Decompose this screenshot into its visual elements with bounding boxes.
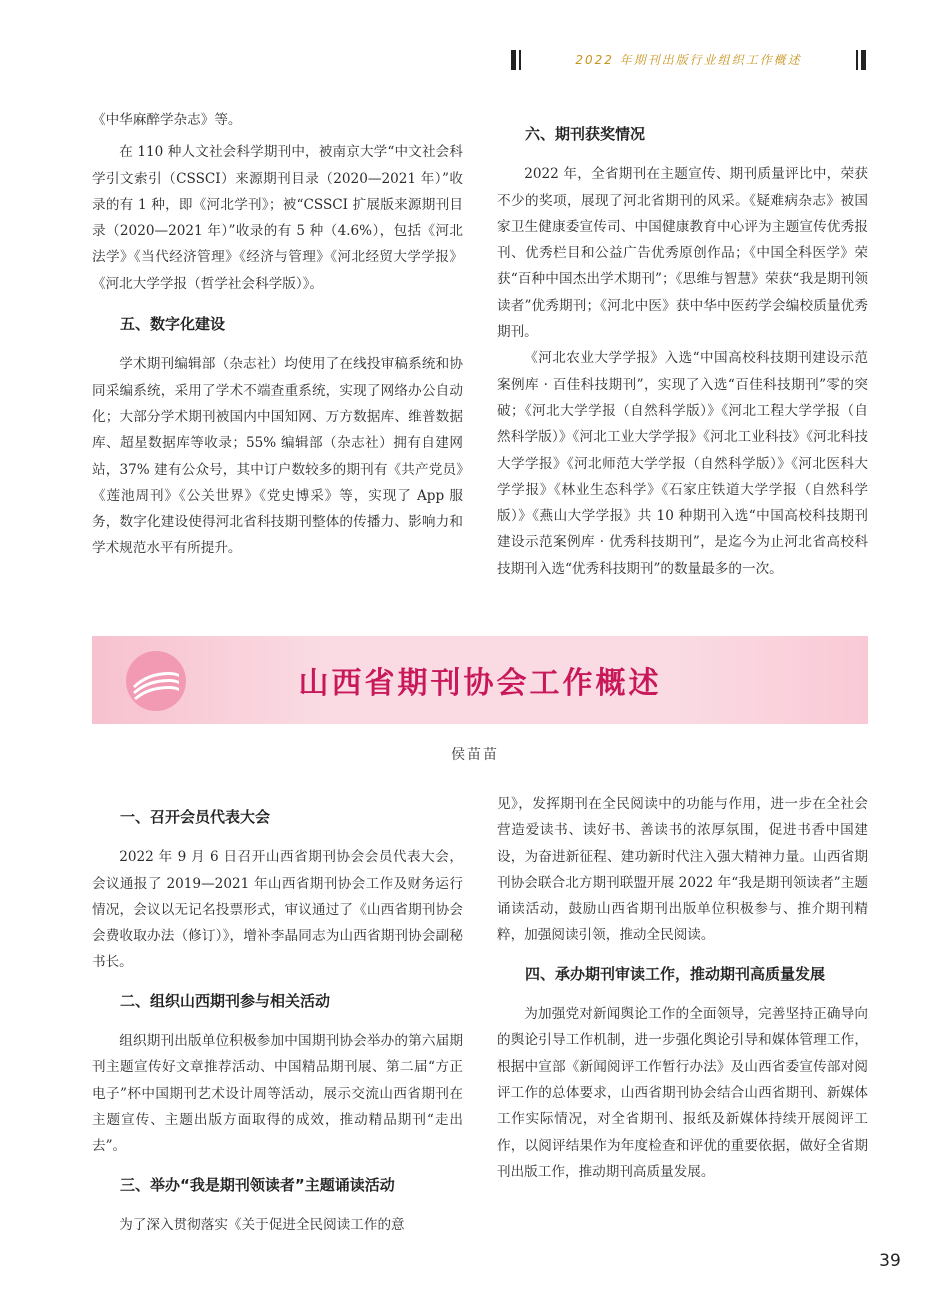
- paragraph: 《中华麻醉学杂志》等。: [92, 112, 242, 128]
- paragraph: 《河北农业大学学报》入选“中国高校科技期刊建设示范案例库 · 百佳科技期刊”，实现了入选“百佳科技期刊”零的突破；《河北大学学报（自然科学版）》《河北工程大学学报（自然科学版）》《河北工业大学学报》《河北工业科技》《河北科技大学学报》《河北师范大学学报（自然科学版）》《河北医科大学学报》《林业生态科学》《石家庄铁道大学学报（自然科学版）》《燕山大学学报》共 10 种期刊入选“中国高校科技期刊建设示范案例库 · 优秀科技期刊”，是迄今为止河北省高校科技期刊入选“优秀科技期刊”的数量最多的一次。: [497, 350, 868, 577]
- paragraph: 学术期刊编辑部（杂志社）均使用了在线投审稿系统和协同采编系统，采用了学术不端查重系统，实现了网络办公自动化；大部分学术期刊被国内中国知网、万方数据库、维普数据库、超星数据库等收录；55% 编辑部（杂志社）拥有自建网站，37% 建有公众号，其中订户数较多的期刊有《共产党员》《莲池周刊》《公关世界》《党史博采》等，实现了 App 服务，数字化建设使得河北省科技期刊整体的传播力、影响力和学术规范水平有所提升。: [92, 356, 463, 557]
- running-header: [511, 50, 866, 70]
- paragraph: 为加强党对新闻舆论工作的全面领导，完善坚持正确导向的舆论引导工作机制，进一步强化舆论引导和媒体管理工作，根据中宣部《新闻阅评工作暂行办法》及山西省委宣传部对阅评工作的总体要求，山西省期刊协会结合山西省期刊、新媒体工作实际情况，对全省期刊、报纸及新媒体持续开展阅评工作，以阅评结果作为年度检查和评优的重要依据，做好全省期刊出版工作，推动期刊高质量发展。: [497, 1006, 868, 1180]
- paragraph: 在 110 种人文社会科学期刊中，被南京大学“中文社会科学引文索引（CSSCI）来源期刊目录（2020—2021 年）”收录的有 1 种，即《河北学刊》；被“CSSCI 扩展版来源期刊目录（2020—2021 年）”收录的有 5 种（4.6%），包括《河北法学》《当代经济管理》《经济与管理》《河北经贸大学学报》《河北大学学报（哲学社会科学版）》。: [92, 144, 463, 292]
- paragraph: 组织期刊出版单位积极参加中国期刊协会举办的第六届期刊主题宣传好文章推荐活动、中国精品期刊展、第二届“方正电子”杯中国期刊艺术设计周等活动，展示交流山西省期刊在主题宣传、主题出版方面取得的成效，推动精品期刊“走出去”。: [92, 1033, 463, 1155]
- article-title: 山西省期刊协会工作概述: [298, 666, 662, 701]
- section-heading: 三、举办“我是期刊领读者”主题诵读活动: [120, 1175, 395, 1194]
- header-mark-left: [511, 50, 516, 70]
- page-number: 39: [879, 1251, 901, 1271]
- paragraph: 2022 年，全省期刊在主题宣传、期刊质量评比中，荣获不少的奖项，展现了河北省期刊的风采。《疑难病杂志》被国家卫生健康委宣传司、中国健康教育中心评为主题宣传优秀报刊、优秀栏目和公益广告优秀原创作品；《中国全科医学》荣获“百种中国杰出学术期刊”；《思维与智慧》荣获“我是期刊领读者”优秀期刊；《河北中医》获中华中医药学会编校质量优秀期刊。: [497, 166, 868, 341]
- column-bottom-left: [92, 804, 463, 1238]
- column-bottom-right: [497, 791, 868, 1185]
- paragraph: 2022 年 9 月 6 日召开山西省期刊协会会员代表大会，会议通报了 2019—2021 年山西省期刊协会工作及财务运行情况，会议以无记名投票形式，审议通过了《山西省期刊协会会费收取办法（修订）》，增补李晶同志为山西省期刊协会副秘书长。: [92, 849, 463, 971]
- section-heading: 一、召开会员代表大会: [120, 808, 271, 826]
- header-mark-right-thin: [856, 50, 858, 70]
- article-title-banner: [92, 636, 868, 724]
- column-top-left: [92, 107, 463, 562]
- section-heading: 四、承办期刊审读工作，推动期刊高质量发展: [525, 964, 826, 983]
- paragraph: 为了深入贯彻落实《关于促进全民阅读工作的意: [119, 1216, 405, 1233]
- header-mark-left-thin: [519, 50, 521, 70]
- section-heading: 六、期刊获奖情况: [525, 125, 646, 143]
- column-top-right: [497, 121, 868, 582]
- paragraph: 见》，发挥期刊在全民阅读中的功能与作用，进一步在全社会营造爱读书、读好书、善读书的浓厚氛围，促进书香中国建设，为奋进新征程、建功新时代注入强大精神力量。山西省期刊协会联合北方期刊联盟开展 2022 年“我是期刊领读者”主题诵读活动，鼓励山西省期刊出版单位积极参与、推介期刊精粹，加强阅读引领，推动全民阅读。: [497, 796, 868, 944]
- header-mark-right: [861, 50, 866, 70]
- section-heading: 五、数字化建设: [120, 315, 226, 334]
- author-name: 侯苗苗: [451, 747, 499, 763]
- section-heading: 二、组织山西期刊参与相关活动: [120, 991, 331, 1010]
- running-header-title: 2022 年期刊出版行业组织工作概述: [575, 53, 802, 67]
